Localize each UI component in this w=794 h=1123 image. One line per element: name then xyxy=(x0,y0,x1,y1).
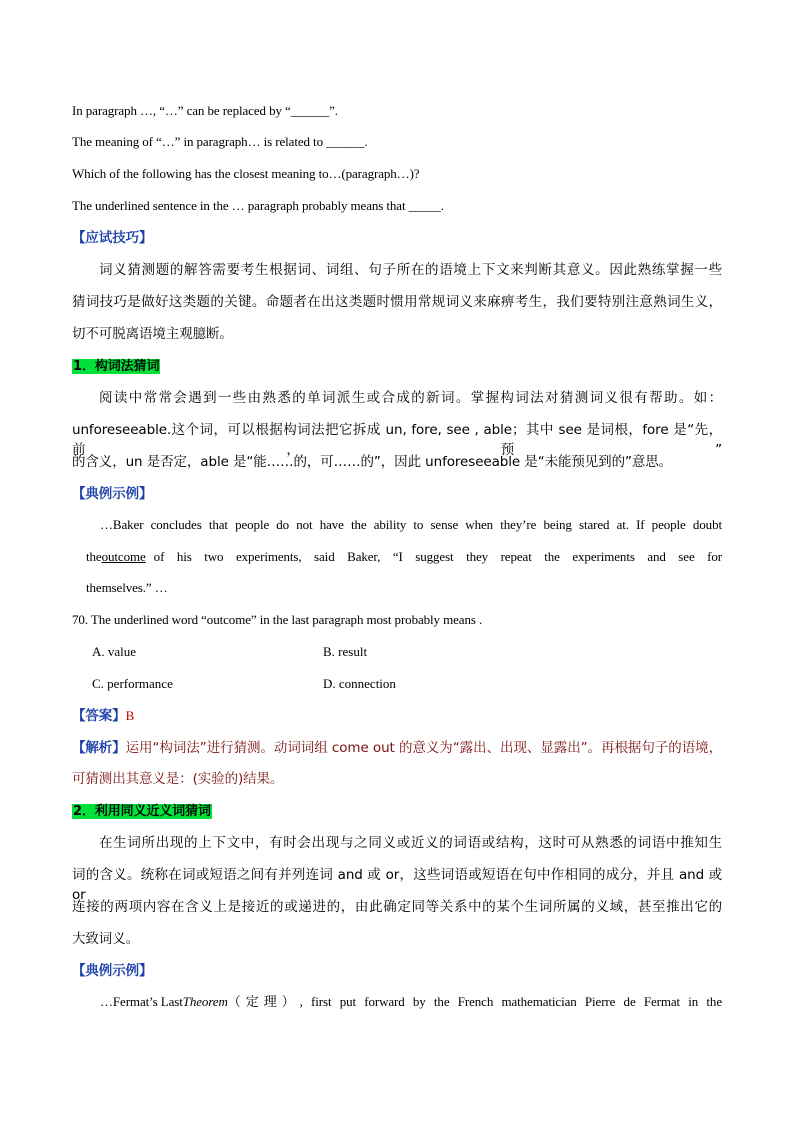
tips-heading: 【应试技巧】 xyxy=(72,230,153,246)
option-b: B. result xyxy=(323,644,368,659)
tips-line-3: 切不可脱离语境主观臆断。 xyxy=(72,326,233,342)
answer-value: B xyxy=(125,708,135,723)
section1-line-2: unforeseeable.这个词，可以根据构词法把它拆成 un, fore, see , able；其中 see 是词根，fore 是“先，前，预” xyxy=(72,422,722,458)
analysis-line-1: 运用“构词法”进行猜测。动词词组 come out 的意义为“露出、出现、显露出”。再根据句子的语境， xyxy=(125,740,722,756)
option-d: D. connection xyxy=(323,676,396,691)
option-a: A. value xyxy=(92,644,137,659)
stem-1: In paragraph …, “…” can be replaced by “______”. xyxy=(72,103,338,118)
passage1-line-2-end: of his two experiments, said Baker, “I suggest they repeat the experiments and see for xyxy=(153,549,722,564)
section1-line-1: 阅读中常常会遇到一些由熟悉的单词派生或合成的新词。掌握构词法对猜测词义很有帮助。如： xyxy=(99,390,722,406)
analysis-row-1 xyxy=(72,738,722,758)
question-70: 70. The underlined word “outcome” in the last paragraph most probably means . xyxy=(72,612,483,627)
section2-line-4: 大致词义。 xyxy=(72,931,139,947)
stem-4: The underlined sentence in the … paragraph probably means that _____. xyxy=(72,198,444,213)
passage1-line-1: …Baker concludes that people do not have the ability to sense when they’re being stared at. If people doubt xyxy=(100,517,722,532)
tips-line-1: 词义猜测题的解答需要考生根据词、词组、句子所在的语境上下文来判断其意义。因此熟练掌握一些 xyxy=(99,262,722,278)
passage2-start: …Fermat’s Last xyxy=(100,994,183,1009)
passage2-line-1 xyxy=(100,992,722,1012)
section2-line-2: 词的含义。统称在词或短语之间有并列连词 and 或 or，这些词语或短语在句中作相同的成分，并且 and 或 or xyxy=(72,867,722,903)
section1-heading: 1．构词法猜词 xyxy=(73,359,160,374)
tips-line-2: 猜词技巧是做好这类题的关键。命题者在出这类题时惯用常规词义来麻痹考生，我们要特别注意熟词生义， xyxy=(72,294,722,310)
section2-line-1: 在生词所出现的上下文中，有时会出现与之同义或近义的词语或结构，这时可从熟悉的词语中推知生 xyxy=(99,835,722,851)
section2-heading: 2．利用同义近义词猜词 xyxy=(73,804,211,819)
passage1-line-2-start: the xyxy=(86,549,102,564)
passage2-theorem: Theorem xyxy=(182,994,228,1009)
section1-heading-row xyxy=(72,356,722,377)
stem-3: Which of the following has the closest meaning to…(paragraph…)? xyxy=(72,166,420,181)
analysis-line-2: 可猜测出其意义是：(实验的)结果。 xyxy=(72,771,284,787)
section2-line-3: 连接的两项内容在含义上是接近的或递进的，由此确定同等关系中的某个生词所属的义域，甚至推出它的 xyxy=(72,899,722,915)
passage2-end: （定理）, first put forward by the French mathematician Pierre de Fermat in the xyxy=(227,994,722,1009)
answer-row xyxy=(72,706,722,726)
passage1-line-2 xyxy=(86,547,722,567)
underlined-word-outcome: outcome xyxy=(101,549,146,564)
answer-label: 【答案】 xyxy=(72,708,126,724)
stem-2: The meaning of “…” in paragraph… is related to ______. xyxy=(72,134,368,149)
option-c: C. performance xyxy=(92,676,173,691)
passage1-line-3: themselves.” … xyxy=(86,580,168,595)
section1-example-heading: 【典例示例】 xyxy=(72,486,153,502)
section2-heading-row xyxy=(72,801,722,822)
section2-example-heading: 【典例示例】 xyxy=(72,963,153,979)
analysis-label: 【解析】 xyxy=(72,740,126,756)
section1-line-3: 的含义，un 是否定，able 是“能……的，可……的”，因此 unforeseeable 是“未能预见到的”意思。 xyxy=(72,454,673,470)
